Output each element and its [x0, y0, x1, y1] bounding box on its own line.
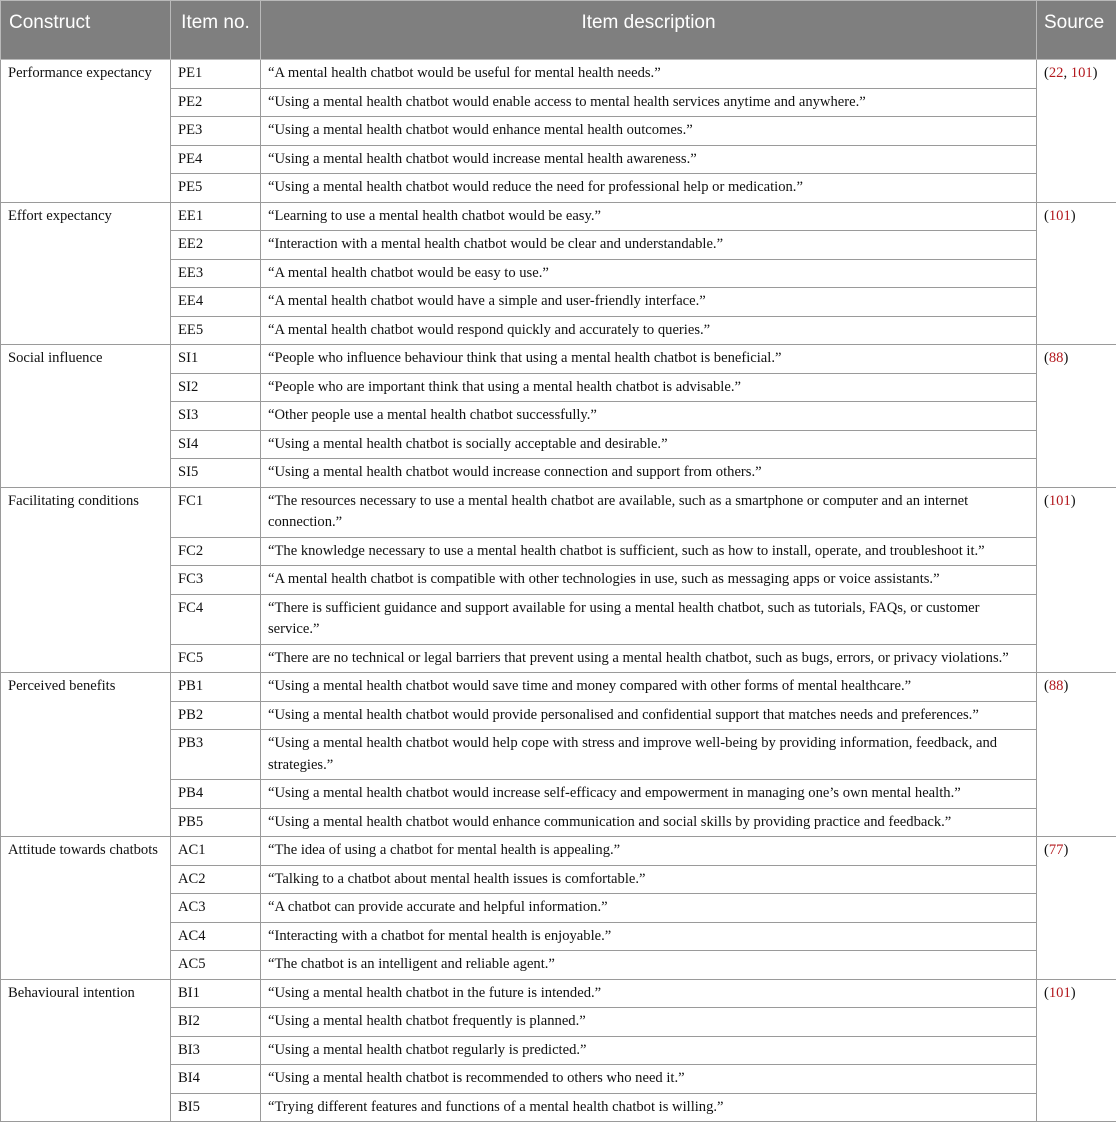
item-description-cell: “There are no technical or legal barriers that prevent using a mental health chatbot, such as bugs, errors, or privacy violations.”: [261, 644, 1037, 673]
table-body: [1, 60, 1116, 1122]
construct-cell: Facilitating conditions: [1, 487, 171, 673]
item-description-cell: “A mental health chatbot would be useful for mental health needs.”: [261, 60, 1037, 89]
item-no-cell: SI5: [171, 459, 261, 488]
header-item-description: Item description: [261, 1, 1037, 60]
item-no-cell: AC4: [171, 922, 261, 951]
item-description-cell: “People who influence behaviour think that using a mental health chatbot is beneficial.”: [261, 345, 1037, 374]
item-no-cell: PB4: [171, 780, 261, 809]
table-header: [1, 1, 1116, 60]
item-description-cell: “Using a mental health chatbot would increase connection and support from others.”: [261, 459, 1037, 488]
table-row: [1, 673, 1116, 702]
item-description-cell: “A mental health chatbot would be easy to use.”: [261, 259, 1037, 288]
item-no-cell: SI4: [171, 430, 261, 459]
item-no-cell: AC2: [171, 865, 261, 894]
item-no-cell: BI3: [171, 1036, 261, 1065]
table-row: [1, 345, 1116, 374]
item-description-cell: “Using a mental health chatbot would enable access to mental health services anytime and anywhere.”: [261, 88, 1037, 117]
item-no-cell: FC4: [171, 594, 261, 644]
item-description-cell: “Using a mental health chatbot would increase mental health awareness.”: [261, 145, 1037, 174]
reference-link[interactable]: 101: [1049, 208, 1071, 224]
item-description-cell: “Learning to use a mental health chatbot would be easy.”: [261, 202, 1037, 231]
item-no-cell: FC3: [171, 566, 261, 595]
source-paren-open: (: [1044, 678, 1049, 694]
source-cell: [1037, 673, 1116, 837]
item-description-cell: “There is sufficient guidance and support available for using a mental health chatbot, such as tutorials, FAQs, or customer service.”: [261, 594, 1037, 644]
source-cell: [1037, 979, 1116, 1122]
item-no-cell: EE1: [171, 202, 261, 231]
item-description-cell: “Other people use a mental health chatbot successfully.”: [261, 402, 1037, 431]
item-no-cell: PE2: [171, 88, 261, 117]
item-no-cell: PB1: [171, 673, 261, 702]
source-paren-close: ): [1063, 678, 1068, 694]
item-no-cell: SI1: [171, 345, 261, 374]
header-construct: Construct: [1, 1, 171, 60]
source-separator: ,: [1063, 65, 1070, 81]
source-paren-open: (: [1044, 208, 1049, 224]
source-cell: [1037, 60, 1116, 203]
item-no-cell: FC2: [171, 537, 261, 566]
source-cell: [1037, 345, 1116, 488]
item-description-cell: “Using a mental health chatbot frequently is planned.”: [261, 1008, 1037, 1037]
item-description-cell: “Interacting with a chatbot for mental health is enjoyable.”: [261, 922, 1037, 951]
construct-cell: Performance expectancy: [1, 60, 171, 203]
item-no-cell: PE4: [171, 145, 261, 174]
item-description-cell: “Using a mental health chatbot in the future is intended.”: [261, 979, 1037, 1008]
table-row: [1, 837, 1116, 866]
item-description-cell: “Interaction with a mental health chatbot would be clear and understandable.”: [261, 231, 1037, 260]
reference-link[interactable]: 88: [1049, 350, 1064, 366]
item-no-cell: EE2: [171, 231, 261, 260]
item-no-cell: EE5: [171, 316, 261, 345]
item-no-cell: SI3: [171, 402, 261, 431]
item-no-cell: BI4: [171, 1065, 261, 1094]
item-no-cell: PB3: [171, 730, 261, 780]
source-paren-close: ): [1071, 208, 1076, 224]
item-description-cell: “The knowledge necessary to use a mental health chatbot is sufficient, such as how to install, operate, and troubleshoot it.”: [261, 537, 1037, 566]
item-description-cell: “A mental health chatbot would have a simple and user-friendly interface.”: [261, 288, 1037, 317]
item-description-cell: “Using a mental health chatbot would help cope with stress and improve well-being by providing information, feedback, and strategies.”: [261, 730, 1037, 780]
item-description-cell: “Using a mental health chatbot is recommended to others who need it.”: [261, 1065, 1037, 1094]
item-description-cell: “People who are important think that using a mental health chatbot is advisable.”: [261, 373, 1037, 402]
source-paren-close: ): [1071, 985, 1076, 1001]
construct-cell: Perceived benefits: [1, 673, 171, 837]
item-description-cell: “The resources necessary to use a mental health chatbot are available, such as a smartphone or computer and an internet connection.”: [261, 487, 1037, 537]
header-source: Source: [1037, 1, 1116, 60]
item-no-cell: BI1: [171, 979, 261, 1008]
item-no-cell: AC5: [171, 951, 261, 980]
item-description-cell: “Using a mental health chatbot regularly is predicted.”: [261, 1036, 1037, 1065]
item-no-cell: BI2: [171, 1008, 261, 1037]
header-item-no: Item no.: [171, 1, 261, 60]
source-paren-open: (: [1044, 985, 1049, 1001]
item-no-cell: EE4: [171, 288, 261, 317]
item-description-cell: “A mental health chatbot is compatible with other technologies in use, such as messaging apps or voice assistants.”: [261, 566, 1037, 595]
item-description-cell: “Using a mental health chatbot would enhance communication and social skills by providing practice and feedback.”: [261, 808, 1037, 837]
reference-link[interactable]: 101: [1071, 65, 1093, 81]
item-no-cell: PB2: [171, 701, 261, 730]
item-no-cell: BI5: [171, 1093, 261, 1122]
construct-cell: Effort expectancy: [1, 202, 171, 345]
item-no-cell: PE3: [171, 117, 261, 146]
table-row: [1, 60, 1116, 89]
source-paren-open: (: [1044, 65, 1049, 81]
reference-link[interactable]: 101: [1049, 493, 1071, 509]
source-paren-close: ): [1093, 65, 1098, 81]
item-no-cell: AC1: [171, 837, 261, 866]
item-no-cell: PE5: [171, 174, 261, 203]
item-no-cell: EE3: [171, 259, 261, 288]
reference-link[interactable]: 88: [1049, 678, 1064, 694]
item-description-cell: “Using a mental health chatbot would save time and money compared with other forms of mental healthcare.”: [261, 673, 1037, 702]
source-cell: [1037, 487, 1116, 673]
item-no-cell: FC1: [171, 487, 261, 537]
table-row: [1, 979, 1116, 1008]
item-description-cell: “Using a mental health chatbot would reduce the need for professional help or medication.”: [261, 174, 1037, 203]
item-description-cell: “The chatbot is an intelligent and reliable agent.”: [261, 951, 1037, 980]
header-row: [1, 1, 1116, 60]
item-description-cell: “The idea of using a chatbot for mental health is appealing.”: [261, 837, 1037, 866]
table-row: [1, 202, 1116, 231]
item-no-cell: SI2: [171, 373, 261, 402]
reference-link[interactable]: 22: [1049, 65, 1064, 81]
table-row: [1, 487, 1116, 537]
source-cell: [1037, 202, 1116, 345]
source-cell: [1037, 837, 1116, 980]
item-no-cell: AC3: [171, 894, 261, 923]
source-paren-close: ): [1063, 350, 1068, 366]
source-paren-close: ): [1063, 842, 1068, 858]
item-description-cell: “A mental health chatbot would respond quickly and accurately to queries.”: [261, 316, 1037, 345]
source-paren-close: ): [1071, 493, 1076, 509]
construct-cell: Behavioural intention: [1, 979, 171, 1122]
item-no-cell: FC5: [171, 644, 261, 673]
item-description-cell: “Using a mental health chatbot would increase self-efficacy and empowerment in managing one’s own mental health.”: [261, 780, 1037, 809]
item-description-cell: “Talking to a chatbot about mental health issues is comfortable.”: [261, 865, 1037, 894]
source-paren-open: (: [1044, 493, 1049, 509]
item-description-cell: “Trying different features and functions of a mental health chatbot is willing.”: [261, 1093, 1037, 1122]
item-no-cell: PB5: [171, 808, 261, 837]
item-description-cell: “Using a mental health chatbot would enhance mental health outcomes.”: [261, 117, 1037, 146]
construct-cell: Attitude towards chatbots: [1, 837, 171, 980]
source-paren-open: (: [1044, 350, 1049, 366]
item-description-cell: “A chatbot can provide accurate and helpful information.”: [261, 894, 1037, 923]
item-no-cell: PE1: [171, 60, 261, 89]
reference-link[interactable]: 77: [1049, 842, 1064, 858]
reference-link[interactable]: 101: [1049, 985, 1071, 1001]
item-description-cell: “Using a mental health chatbot is socially acceptable and desirable.”: [261, 430, 1037, 459]
item-description-cell: “Using a mental health chatbot would provide personalised and confidential support that matches needs and preferences.”: [261, 701, 1037, 730]
construct-cell: Social influence: [1, 345, 171, 488]
source-paren-open: (: [1044, 842, 1049, 858]
